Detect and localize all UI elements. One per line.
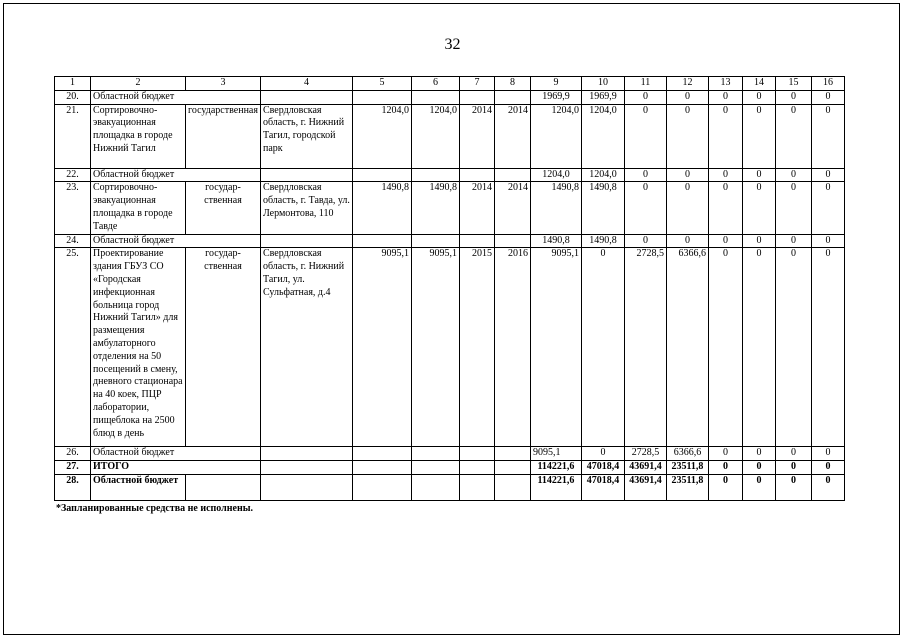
cell-c7: 2014	[459, 104, 494, 168]
header-cell: 6	[411, 77, 459, 91]
ownership: государственная	[186, 104, 261, 168]
header-cell: 3	[186, 77, 261, 91]
header-cell: 8	[494, 77, 530, 91]
address: Свердловская область, г. Тавда, ул. Лермонтова, 110	[260, 182, 352, 234]
cell	[411, 447, 459, 461]
cell	[459, 474, 494, 500]
header-cell: 4	[260, 77, 352, 91]
row-number: 23.	[55, 182, 91, 234]
object-name: Проектирование здания ГБУЗ СО «Городская инфекционная больница город Нижний Тагил» для размещения амбулаторного отделения на 50 посещений в смену, дневного стационара на 40 коек, ПЦР лаборатории, пищеблока на 2500 блюд в день	[91, 248, 186, 447]
cell-c8: 2016	[494, 248, 530, 447]
table-row	[55, 168, 845, 182]
header-cell: 5	[352, 77, 411, 91]
cell-c9: 9095,1	[530, 248, 581, 447]
cell-c9: 1204,0	[530, 104, 581, 168]
address: Свердловская область, г. Нижний Тагил, городской парк	[260, 104, 352, 168]
table-row	[55, 461, 845, 475]
cell-c16: 0	[811, 104, 844, 168]
table-row	[55, 447, 845, 461]
cell-c10: 0	[581, 447, 624, 461]
cell	[411, 168, 459, 182]
cell	[459, 234, 494, 248]
header-cell: 1	[55, 77, 91, 91]
cell	[260, 234, 352, 248]
cell-c15: 0	[775, 461, 811, 475]
cell-c15: 0	[775, 182, 811, 234]
cell-c16: 0	[811, 234, 844, 248]
cell-c5: 1490,8	[352, 182, 411, 234]
cell	[260, 474, 352, 500]
cell	[459, 90, 494, 104]
cell	[260, 447, 352, 461]
table-row	[55, 474, 845, 500]
table-row	[55, 234, 845, 248]
cell	[459, 461, 494, 475]
table-row	[55, 90, 845, 104]
cell	[352, 474, 411, 500]
cell-c12: 0	[666, 104, 708, 168]
address: Свердловская область, г. Нижний Тагил, ул. Сульфатная, д.4	[260, 248, 352, 447]
cell-c5: 9095,1	[352, 248, 411, 447]
cell-c9: 1490,8	[530, 234, 581, 248]
row-number: 24.	[55, 234, 91, 248]
cell-c10: 0	[581, 248, 624, 447]
header-cell: 7	[459, 77, 494, 91]
cell	[411, 461, 459, 475]
cell-c14: 0	[742, 248, 775, 447]
cell-c16: 0	[811, 168, 844, 182]
cell-c8: 2014	[494, 182, 530, 234]
cell-c9: 9095,1	[530, 447, 581, 461]
cell-c15: 0	[775, 168, 811, 182]
cell-c11: 0	[624, 182, 666, 234]
cell	[459, 447, 494, 461]
cell	[260, 168, 352, 182]
cell	[186, 474, 261, 500]
cell-c13: 0	[708, 234, 742, 248]
cell-c10: 1204,0	[581, 104, 624, 168]
cell	[352, 234, 411, 248]
header-row	[55, 77, 845, 91]
cell-c12: 0	[666, 168, 708, 182]
cell-c6: 1204,0	[411, 104, 459, 168]
cell-c11: 0	[624, 104, 666, 168]
cell-c11: 2728,5	[624, 248, 666, 447]
cell-c13: 0	[708, 461, 742, 475]
cell-c12: 0	[666, 90, 708, 104]
cell-c9: 114221,6	[530, 461, 581, 475]
cell-c13: 0	[708, 182, 742, 234]
cell-c12: 23511,8	[666, 461, 708, 475]
cell-c13: 0	[708, 168, 742, 182]
header-cell: 16	[811, 77, 844, 91]
row-number: 27.	[55, 461, 91, 475]
cell-c14: 0	[742, 182, 775, 234]
footnote: *Запланированные средства не исполнены.	[56, 503, 254, 514]
cell-c16: 0	[811, 447, 844, 461]
cell-c12: 6366,6	[666, 447, 708, 461]
budget-label: Областной бюджет	[91, 90, 261, 104]
cell-c5: 1204,0	[352, 104, 411, 168]
budget-label: Областной бюджет	[91, 447, 261, 461]
cell-c10: 1490,8	[581, 234, 624, 248]
row-number: 25.	[55, 248, 91, 447]
cell-c6: 9095,1	[411, 248, 459, 447]
cell	[459, 168, 494, 182]
cell-c14: 0	[742, 447, 775, 461]
cell-c12: 0	[666, 234, 708, 248]
cell-c15: 0	[775, 474, 811, 500]
row-number: 22.	[55, 168, 91, 182]
cell-c12: 0	[666, 182, 708, 234]
cell-c14: 0	[742, 168, 775, 182]
cell-c10: 1204,0	[581, 168, 624, 182]
header-cell: 14	[742, 77, 775, 91]
row-number: 20.	[55, 90, 91, 104]
cell-c15: 0	[775, 447, 811, 461]
row-number: 21.	[55, 104, 91, 168]
cell-c11: 43691,4	[624, 474, 666, 500]
cell-c14: 0	[742, 234, 775, 248]
cell-c7: 2015	[459, 248, 494, 447]
table-row	[55, 248, 845, 447]
total-label: ИТОГО	[91, 461, 261, 475]
header-cell: 9	[530, 77, 581, 91]
header-cell: 12	[666, 77, 708, 91]
header-cell: 10	[581, 77, 624, 91]
cell	[260, 90, 352, 104]
cell-c11: 0	[624, 234, 666, 248]
cell	[494, 168, 530, 182]
cell	[494, 474, 530, 500]
cell-c14: 0	[742, 461, 775, 475]
budget-label: Областной бюджет	[91, 168, 261, 182]
header-cell: 2	[91, 77, 186, 91]
cell-c16: 0	[811, 248, 844, 447]
cell-c15: 0	[775, 248, 811, 447]
cell-c15: 0	[775, 90, 811, 104]
cell	[352, 461, 411, 475]
cell-c14: 0	[742, 474, 775, 500]
cell	[352, 168, 411, 182]
object-name: Сортировочно-эвакуационная площадка в городе Тавде	[91, 182, 186, 234]
cell-c11: 0	[624, 90, 666, 104]
cell-c11: 2728,5	[624, 447, 666, 461]
budget-table	[54, 76, 845, 501]
cell-c9: 1490,8	[530, 182, 581, 234]
cell-c13: 0	[708, 248, 742, 447]
cell	[494, 90, 530, 104]
cell	[411, 90, 459, 104]
cell-c13: 0	[708, 474, 742, 500]
budget-label: Областной бюджет	[91, 474, 186, 500]
cell-c11: 43691,4	[624, 461, 666, 475]
cell	[494, 461, 530, 475]
cell-c14: 0	[742, 104, 775, 168]
cell-c12: 23511,8	[666, 474, 708, 500]
cell-c6: 1490,8	[411, 182, 459, 234]
cell-c13: 0	[708, 447, 742, 461]
cell	[494, 447, 530, 461]
cell-c12: 6366,6	[666, 248, 708, 447]
cell-c13: 0	[708, 90, 742, 104]
header-cell: 13	[708, 77, 742, 91]
object-name: Сортировочно-эвакуационная площадка в городе Нижний Тагил	[91, 104, 186, 168]
cell-c13: 0	[708, 104, 742, 168]
cell-c15: 0	[775, 234, 811, 248]
cell-c14: 0	[742, 90, 775, 104]
cell-c9: 114221,6	[530, 474, 581, 500]
budget-label: Областной бюджет	[91, 234, 261, 248]
cell-c15: 0	[775, 104, 811, 168]
cell-c10: 1969,9	[581, 90, 624, 104]
cell-c10: 1490,8	[581, 182, 624, 234]
cell-c16: 0	[811, 182, 844, 234]
table-row	[55, 182, 845, 234]
cell	[494, 234, 530, 248]
row-number: 26.	[55, 447, 91, 461]
ownership: государ-ственная	[186, 248, 261, 447]
cell-c7: 2014	[459, 182, 494, 234]
cell-c8: 2014	[494, 104, 530, 168]
cell-c9: 1204,0	[530, 168, 581, 182]
page-number: 32	[444, 36, 461, 53]
cell-c16: 0	[811, 461, 844, 475]
cell	[352, 447, 411, 461]
cell-c16: 0	[811, 90, 844, 104]
table-row	[55, 104, 845, 168]
cell-c10: 47018,4	[581, 474, 624, 500]
ownership: государ-ственная	[186, 182, 261, 234]
cell-c16: 0	[811, 474, 844, 500]
cell-c11: 0	[624, 168, 666, 182]
cell-c9: 1969,9	[530, 90, 581, 104]
cell	[260, 461, 352, 475]
cell	[411, 234, 459, 248]
row-number: 28.	[55, 474, 91, 500]
cell	[411, 474, 459, 500]
header-cell: 15	[775, 77, 811, 91]
cell	[352, 90, 411, 104]
cell-c10: 47018,4	[581, 461, 624, 475]
header-cell: 11	[624, 77, 666, 91]
